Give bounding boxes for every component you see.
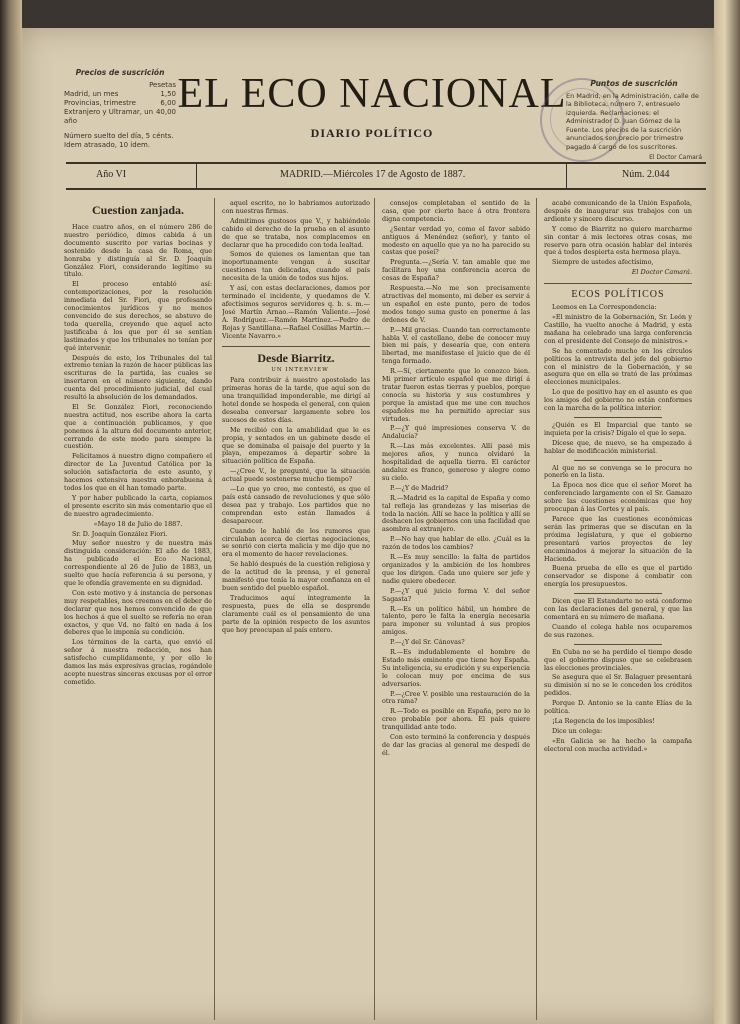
- article-paragraph: Se habló después de la cuestión religiosa y de la actitud de la prensa, y el general manifestó que tenía la mayor confianza en el buen sentido del pueblo español.: [222, 560, 370, 592]
- article-paragraph: Y como de Biarritz no quiero marcharme sin contar á mis lectores otras cosas, me reservo para otra ocasión hablar del interés que á todos despierta esta hermosa playa.: [544, 224, 692, 257]
- article-paragraph: —¿Cree V., le pregunté, que la situación actual puede sostenerse mucho tiempo?: [222, 467, 370, 484]
- article-paragraph: Siempre de ustedes afectísimo,: [552, 258, 654, 267]
- subscription-points-text: En Madrid, en la Administración, calle de la Biblioteca, número 7, entresuelo izquierda. Reclamaciones: el Administrador D. Juan Gómez de la Fuente. Los precios de la suscrición anunciados son precio por trimestre pagado á cargo de los suscritores.: [566, 91, 699, 151]
- article-paragraph: Al que no se convenga se le procura no ponerle en la lista.: [544, 463, 692, 480]
- subscription-row-value: 1,50: [160, 90, 176, 98]
- article-paragraph: Leemos en La Correspondencia:: [552, 303, 657, 312]
- masthead: [22, 28, 714, 160]
- section-kicker: UN INTERVIEW: [271, 367, 329, 374]
- article-paragraph: Dícese que, de nuevo, se ha empezado á hablar de modificación ministerial.: [544, 438, 692, 455]
- article-paragraph: Y así, con estas declaraciones, damos por terminado el incidente, y quedamos de V. afectísimos seguros servidores q. b. s. m.—José Martín Arnao.—Ramón Valiente.—José A. Rodríguez.—Ramón Martínez.—Pedro de Rojas y Santillana.—Rafael Cosillas Martín.—Vicente Navarro.»: [222, 284, 370, 340]
- issue-date: MADRID.—Miércoles 17 de Agosto de 1887.: [280, 169, 466, 180]
- article-paragraph: P.—Mil gracias. Cuando tan correctamente habla V. el castellano, debe de conocer muy bien mi país, y desearía que, con entera libertad, me manifestase el juicio que de él tenga formado.: [382, 325, 530, 366]
- column-rule: [536, 198, 537, 1020]
- article-paragraph: P.—¿Y del Sr. Cánovas?: [390, 638, 465, 647]
- item-divider: [574, 417, 662, 418]
- article-paragraph: La Época nos dice que el señor Moret ha conferenciado largamente con el Sr. Gamazo sobre las cuestiones económicas que hoy preocupan á las Cortes y al país.: [544, 481, 692, 514]
- article-paragraph: Hace cuatro años, en el número 286 de nuestro periódico, dimos cabida á un documento suscrito por varias bocinas y sostenido desde la casa de Roma, que honraba y distinguía al Sr. D. Joaquín González Fiori, considerando legítimo su título.: [64, 223, 212, 279]
- subscription-heading: Precios de suscrición: [75, 68, 165, 77]
- subscription-row-value: 40,00: [155, 108, 176, 116]
- article-paragraph: En Cuba no se ha perdido el tiempo desde que el gobierno dispuso que se celebrasen las elecciones provinciales.: [544, 647, 692, 672]
- article-paragraph: P.—¿Y qué juicio forma V. del señor Sagasta?: [382, 586, 530, 603]
- article-paragraph: Muy señor nuestro y de nuestra más distinguida consideración: El año de 1883, ha publicado el Eco Nacional, correspondiente al 26 de Julio de 1883, un suelto que hacía referencia á su persona, y que le ofendía gravemente en su dignidad.: [64, 539, 212, 587]
- subscription-row: [64, 108, 176, 126]
- column-3: [382, 200, 530, 1020]
- issue-number: Núm. 2.044: [622, 169, 670, 180]
- letter-date: «Mayo 18 de Julio de 1887.: [93, 519, 183, 528]
- article-paragraph: «En Galicia se ha hecho la campaña electoral con mucha actividad.»: [544, 736, 692, 753]
- item-divider: [574, 593, 662, 594]
- article-paragraph: Somos de quienes os lamentan que tan inoportunamente vengan á suscitar cuestiones tan delicadas, cuando el país necesita de la unión de todos sus hijos.: [222, 250, 370, 283]
- article-paragraph: Con este motivo y á instancia de personas muy respetables, nos creemos en el deber de declarar que nos hemos convencido de que los hechos á que el suelto se refería no eran exactos, y que Vd. no faltó en nada á los deberes que le imponía su condición.: [64, 588, 212, 637]
- article-paragraph: Dice un colega:: [552, 726, 603, 735]
- article-paragraph: «El ministro de la Gobernación, Sr. León y Castillo, ha vuelto anoche á Madrid, y esta mañana ha celebrado una larga conferencia con el presidente del Consejo de ministros.»: [544, 313, 692, 345]
- article-paragraph: Me recibió con la amabilidad que le es propia, y sentados en un gabinete desde el que se dominaba el paisaje del puerto y la playa, empezamos á departir sobre la situación política de España.: [222, 425, 370, 466]
- article-paragraph: Buena prueba de ello es que el partido conservador se dispone á combatir con energía los presupuestos.: [544, 564, 692, 589]
- book-pages-right: [714, 0, 740, 1024]
- newspaper-page: [22, 28, 714, 1024]
- article-paragraph: ¡La Regencia de los imposibles!: [552, 716, 655, 725]
- column-rule: [214, 198, 215, 1020]
- article-paragraph: El Sr. González Fiori, reconociendo nuestra actitud, nos escribe ahora la carta que a continuación publicamos, y que ponemos á la altura del documento anterior, cerrando de este modo para siempre la cuestión.: [64, 402, 212, 451]
- issue-year: Año VI: [96, 169, 127, 180]
- column-rule: [374, 198, 375, 1020]
- article-paragraph: R.—Las más excelentes. Allí pasé mis mejores años, y nunca olvidaré la hospitalidad de aquella tierra. El carácter andaluz es franco, generoso y alegre como su cielo.: [382, 442, 530, 482]
- subscription-col-heading-row: [64, 81, 176, 90]
- subscription-row-label: Madrid, un mes: [64, 90, 119, 98]
- column-2: [222, 200, 370, 1020]
- newspaper-subtitle: DIARIO POLÍTICO: [310, 126, 434, 140]
- article-paragraph: P.—¿Y de Madrid?: [390, 483, 449, 492]
- book-binding-left: [0, 0, 22, 1024]
- dateline-divider: [566, 164, 567, 188]
- article-paragraph: Cuando el colega hable nos ocuparemos de sus razones.: [544, 622, 692, 639]
- article-paragraph: R.—Es muy sencillo: la falta de partidos organizados y la ambición de los hombres que los dirigen. Cada uno quiere ser jefe y nadie quiere obedecer.: [382, 553, 530, 585]
- article-paragraph: Para contribuir á nuestro apostolado las primeras horas de la tarde, que aquí son de una tranquilidad imponderable, me dirigí al hotel donde se hospeda el general, con quien deseaba conversar largamente sobre los sucesos de estos días.: [222, 376, 370, 424]
- item-divider: [574, 460, 662, 461]
- article-paragraph: R.—Es un político hábil, un hombre de talento, pero le falta la energía necesaria para imponer su voluntad á sus propios amigos.: [382, 604, 530, 637]
- subscription-row: [64, 99, 176, 108]
- article-paragraph: —Lo que yo creo, me contestó, es que el país está cansado de revoluciones y que sólo desea paz y trabajo. Los partidos que no comprendan esto están llamados á desaparecer.: [222, 485, 370, 525]
- article-paragraph: Después de esto, los Tribunales del tal extremo tenían la razón de hacer públicas las escrituras de la partida, las cuales se insertaron en el número siguiente, dando cuenta del procedimiento judicial, del cual resultó la absolución de los demandados.: [64, 353, 212, 402]
- subscription-row-value: 6,00: [160, 99, 176, 107]
- section-title: Desde Biarritz.: [222, 346, 370, 365]
- article-signature: El Doctor Camará.: [631, 268, 692, 277]
- article-paragraph: P.—¿Y qué impresiones conserva V. de Andalucía?: [382, 424, 530, 441]
- item-divider: [574, 644, 662, 645]
- subscription-points-box: [566, 80, 702, 163]
- article-paragraph: Parece que las cuestiones económicas serán las primeras que se discutan en la próxima legislatura, y que el gobierno presentará varios proyectos de ley encaminados á mejorar la situación de la Hacienda.: [544, 515, 692, 563]
- subscription-points-sign: El Doctor Camará: [649, 154, 702, 161]
- article-paragraph: R.—Sí, ciertamente que lo conozco bien. Mi primer artículo español que me dirigí á tratar fueron estas tierras y pueblos, porque conocía su historia y sus costumbres y porque la amistad que me une con muchos españoles me ha permitido apreciar sus virtudes.: [382, 367, 530, 423]
- subscription-note: Número suelto del día, 5 cénts. Idem atrasado, 10 ídem.: [64, 132, 174, 149]
- article-paragraph: ¿Quién es El Imparcial que tanto se inquieta por la crisis? Dígalo el que lo sepa.: [544, 420, 692, 437]
- article-paragraph: aquel escrito, no lo habríamos autorizado con nuestras firmas.: [222, 200, 370, 215]
- newspaper-title: EL ECO NACIONAL: [177, 71, 567, 117]
- article-paragraph: Pregunta.—¿Sería V. tan amable que me facilitara hoy una conferencia acerca de cosas de España?: [382, 258, 530, 283]
- article-paragraph: Traducimos aquí íntegramente la respuesta, pues de ella se desprende claramente cuál es el pensamiento de una parte de la opinión respecto de los asuntos que hoy preocupan al país entero.: [222, 593, 370, 634]
- article-paragraph: Cuando le hablé de los rumores que circulaban acerca de ciertas negociaciones, se sonrió con cierta malicia y me dijo que no era el momento de hacer revelaciones.: [222, 526, 370, 559]
- subscription-row-label: Provincias, trimestre: [64, 99, 136, 107]
- article-paragraph: Y por haber publicado la carta, copiamos el presente escrito sin más comentario que el de nuestro agradecimiento.: [64, 493, 212, 518]
- article-paragraph: Porque D. Antonio se la cante Elías de la política.: [544, 699, 692, 716]
- article-paragraph: R.—Todo es posible en España, pero no lo creo probable por ahora. El país quiere tranquilidad ante todo.: [382, 707, 530, 732]
- article-paragraph: Felicitamos á nuestro digno compañero el director de La Juventud Católica por la solución satisfactoria de este asunto, y hacemos extensiva nuestra enhorabuena á todos los que en él han tomado parte.: [64, 452, 212, 492]
- section-title: ECOS POLÍTICOS: [544, 283, 692, 302]
- article-paragraph: El proceso entabló así: contemporizaciones, por la resolución inmediata del Sr. Fiori, que profesando conocimientos jurídicos y no menos convencido de sus derechos, se abstuvo de toda querella, creyendo que aquel acto justificaba á los que por él se sentían lastimados y que los tribunales no tenían por qué intervenir.: [64, 280, 212, 352]
- article-paragraph: Dicen que El Estandarte no está conforme con las declaraciones del general, y que las comentará en su número de mañana.: [544, 597, 692, 621]
- article-paragraph: P.—No hay que hablar de ello. ¿Cuál es la razón de todos los cambios?: [382, 535, 530, 552]
- article-paragraph: Admitimos gustosos que V., y habiéndole cabido el derecho de la prueba en el asunto de que se trataba, nos complacemos en declarar que ha procedido con toda lealtad.: [222, 216, 370, 249]
- article-paragraph: acabé comunicando de la Unión Española, después de inaugurar sus trabajos con un ardiente y sincero discurso.: [544, 200, 692, 223]
- article-paragraph: Respuesta.—No me son precisamente atractivas del momento, mi deber es servir á un español en este punto, pero de todos modos tengo suma gusto en ponerme á las órdenes de V.: [382, 284, 530, 324]
- article-paragraph: Se ha comentado mucho en los círculos políticos la entrevista del jefe del gobierno con el ministro de la Gobernación, y se asegura que en ella se trató de las próximas elecciones municipales.: [544, 346, 692, 387]
- subscription-row: [64, 90, 176, 99]
- article-paragraph: R.—Es indudablemente el hombre de Estado más eminente que tiene hoy España. Su inteligencia, su erudición y su experiencia le colocan muy por encima de sus adversarios.: [382, 648, 530, 688]
- article-paragraph: ¿Sentar verdad yo, como el favor sabido antiguos á Menéndez (señor), y tanto el modesto en aquello que ya no ha parecido su castas que poseí?: [382, 224, 530, 257]
- subscription-col-heading: Pesetas: [149, 81, 176, 89]
- subscription-box: [64, 68, 176, 150]
- article-paragraph: Con esto terminó la conferencia y después de dar las gracias al general me despedí de él.: [382, 733, 530, 757]
- column-1: [64, 200, 212, 1020]
- article-paragraph: Se asegura que el Sr. Balaguer presentará su dimisión si no se le conceden los créditos pedidos.: [544, 673, 692, 698]
- dateline-bar: [66, 162, 706, 190]
- subscription-row-label: Extranjero y Ultramar, un año: [64, 108, 154, 125]
- column-4: [544, 200, 692, 1020]
- article-paragraph: P.—¿Cree V. posible una restauración de la otra rama?: [382, 689, 530, 706]
- subscription-points-heading: Puntos de suscrición: [590, 79, 678, 88]
- letter-salutation: Sr. D. Joaquín González Fiori.: [72, 529, 168, 538]
- dateline-divider: [196, 164, 197, 188]
- article-paragraph: R.—Madrid es la capital de España y como tal refleja las grandezas y las miserias de toda la nación. Allí se hace la política y allí se deshacen los gobiernos con una facilidad que asombra al extranjero.: [382, 493, 530, 534]
- article-paragraph: Lo que de positivo hay en el asunto es que los amigos del gobierno no están conformes con la marcha de la política interior.: [544, 388, 692, 413]
- article-title: Cuestion zanjada.: [91, 203, 184, 217]
- article-paragraph: consejos completaban el sentido de la casa, que por cierto hace á otra frontera digna competencia.: [382, 200, 530, 223]
- article-paragraph: Los términos de la carta, que envió el señor á nuestra redacción, nos han satisfecho cumplidamente, y por ello le damos las más expresivas gracias, rogándole acepte nuestras sinceras excusas por el error cometido.: [64, 638, 212, 686]
